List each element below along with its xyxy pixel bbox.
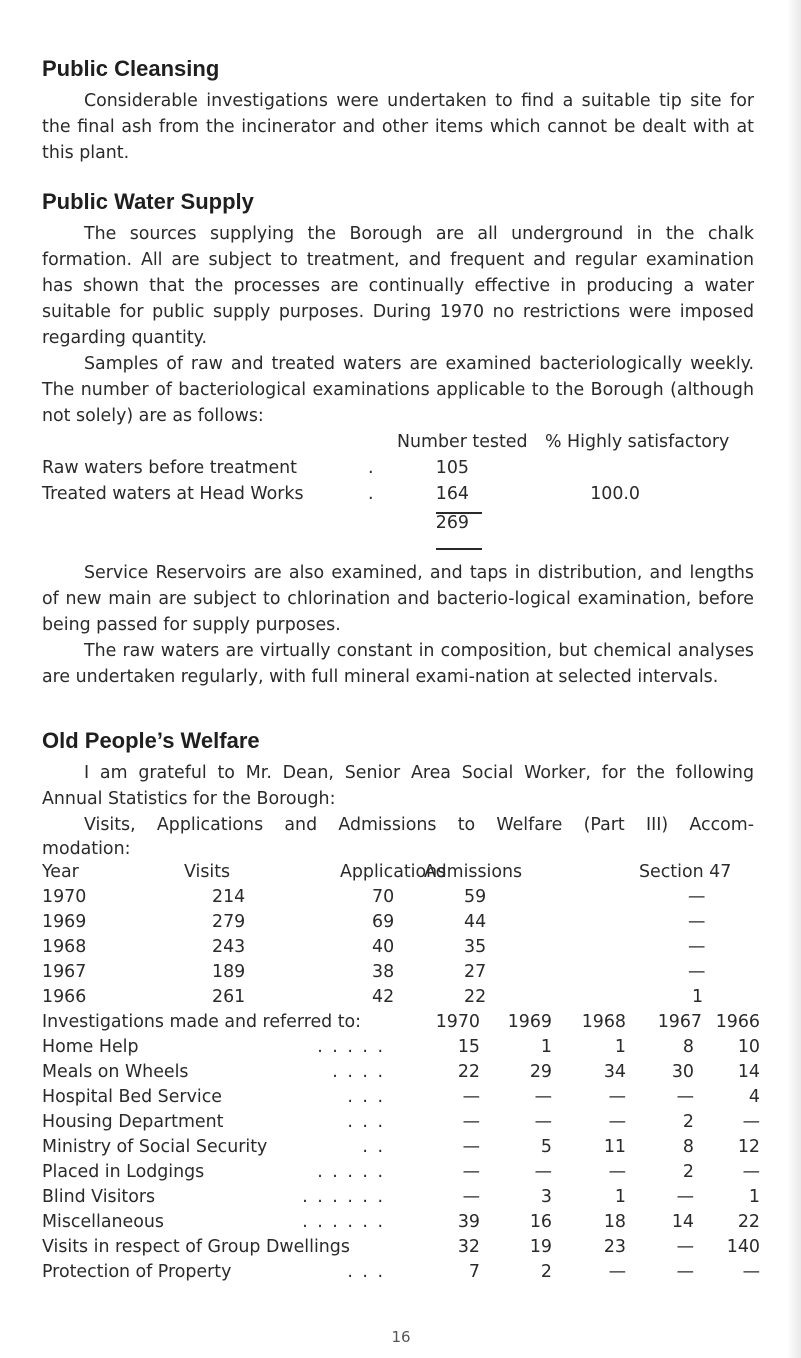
page-number: 16 bbox=[391, 1328, 411, 1346]
row-leader-dots: . . bbox=[362, 1137, 385, 1157]
water-paragraph-3: Service Reservoirs are also examined, and taps in distribution, and lengths of new main are subject to chlorination and bacterio-logical examination, before being passed for supply purposes. bbox=[42, 563, 754, 635]
row-label: Home Help bbox=[42, 1037, 139, 1057]
row-label: Protection of Property bbox=[42, 1262, 232, 1282]
cell-1967: 14 bbox=[671, 1212, 694, 1232]
row-number-tested: 105 bbox=[435, 458, 469, 478]
visits-title-line-2: modation: bbox=[42, 839, 131, 859]
col-header: Applications bbox=[340, 862, 447, 882]
cell-1968: 34 bbox=[603, 1062, 626, 1082]
row-label: Meals on Wheels bbox=[42, 1062, 189, 1082]
cell-year: 1968 bbox=[42, 937, 87, 957]
cell-admissions: 59 bbox=[464, 887, 487, 907]
total-rule-bottom bbox=[436, 548, 482, 550]
year-header: 1967 bbox=[657, 1012, 702, 1032]
cell-1966: 22 bbox=[737, 1212, 760, 1232]
cell-applications: 38 bbox=[372, 962, 395, 982]
cell-section-47: — bbox=[688, 887, 706, 907]
row-leader-dots: . . . bbox=[347, 1087, 385, 1107]
cell-1966: 1 bbox=[748, 1187, 760, 1207]
cell-1970: 22 bbox=[457, 1062, 480, 1082]
water-paragraph-1: The sources supplying the Borough are all underground in the chalk formation. All are subject to treatment, and frequent and regular examination has shown that the processes are continually effective in producing a water suitable for public supply purposes. During 1970 no restrictions were imposed regarding quantity. bbox=[42, 224, 754, 348]
cell-applications: 70 bbox=[372, 887, 395, 907]
row-leader-dots: . . . . . bbox=[317, 1037, 385, 1057]
cell-visits: 189 bbox=[212, 962, 246, 982]
public-cleansing-heading: Public Cleansing bbox=[42, 56, 220, 81]
row-label: Visits in respect of Group Dwellings bbox=[42, 1237, 350, 1257]
cell-section-47: — bbox=[688, 912, 706, 932]
row-leader-dots: . bbox=[368, 484, 374, 504]
cell-section-47: — bbox=[688, 937, 706, 957]
total-number-tested: 269 bbox=[435, 513, 469, 533]
cell-1970: — bbox=[462, 1137, 480, 1157]
cell-visits: 279 bbox=[212, 912, 246, 932]
cell-1970: 15 bbox=[457, 1037, 480, 1057]
row-pct: 100.0 bbox=[590, 484, 640, 504]
cell-1967: — bbox=[676, 1237, 694, 1257]
cell-year: 1970 bbox=[42, 887, 87, 907]
cell-admissions: 22 bbox=[464, 987, 487, 1007]
cell-year: 1966 bbox=[42, 987, 87, 1007]
cell-1968: — bbox=[608, 1112, 626, 1132]
row-leader-dots: . bbox=[368, 458, 374, 478]
cell-1968: 18 bbox=[603, 1212, 626, 1232]
cell-section-47: — bbox=[688, 962, 706, 982]
cell-1967: — bbox=[676, 1087, 694, 1107]
cell-1970: 39 bbox=[457, 1212, 480, 1232]
cell-applications: 42 bbox=[372, 987, 395, 1007]
col-number-tested: Number tested bbox=[397, 432, 528, 452]
cell-1969: 1 bbox=[540, 1037, 552, 1057]
cell-1970: 7 bbox=[468, 1262, 480, 1282]
row-leader-dots: . . . . . . bbox=[302, 1212, 385, 1232]
cell-1969: 2 bbox=[540, 1262, 552, 1282]
cell-1966: — bbox=[742, 1162, 760, 1182]
cell-1968: 1 bbox=[614, 1037, 626, 1057]
row-leader-dots: . . . bbox=[347, 1112, 385, 1132]
cell-year: 1969 bbox=[42, 912, 87, 932]
row-label: Treated waters at Head Works bbox=[42, 484, 304, 504]
cell-1968: 11 bbox=[603, 1137, 626, 1157]
cell-1967: 30 bbox=[671, 1062, 694, 1082]
cell-1969: 29 bbox=[529, 1062, 552, 1082]
cell-1966: 10 bbox=[737, 1037, 760, 1057]
cell-1966: 4 bbox=[748, 1087, 760, 1107]
cell-admissions: 27 bbox=[464, 962, 487, 982]
col-header: Visits bbox=[184, 862, 231, 882]
cell-admissions: 44 bbox=[464, 912, 487, 932]
row-label: Ministry of Social Security bbox=[42, 1137, 268, 1157]
cell-visits: 261 bbox=[212, 987, 246, 1007]
cell-1970: — bbox=[462, 1187, 480, 1207]
cell-applications: 69 bbox=[372, 912, 395, 932]
page-edge-shadow bbox=[787, 0, 801, 1358]
public-cleansing-paragraph: Considerable investigations were undertaken to find a suitable tip site for the final ash from the incinerator and other items which cannot be dealt with at this plant. bbox=[42, 91, 754, 163]
cell-1969: — bbox=[534, 1112, 552, 1132]
cell-1969: — bbox=[534, 1087, 552, 1107]
cell-1966: 12 bbox=[737, 1137, 760, 1157]
year-header: 1969 bbox=[507, 1012, 552, 1032]
cell-applications: 40 bbox=[372, 937, 395, 957]
cell-1967: 2 bbox=[682, 1162, 694, 1182]
visits-title-line-1: Visits, Applications and Admissions to Welfare (Part III) Accom- bbox=[84, 815, 754, 835]
cell-visits: 243 bbox=[212, 937, 246, 957]
cell-1966: 140 bbox=[726, 1237, 760, 1257]
cell-year: 1967 bbox=[42, 962, 87, 982]
row-leader-dots: . . . . bbox=[332, 1062, 385, 1082]
row-leader-dots: . . . bbox=[347, 1262, 385, 1282]
cell-1968: 23 bbox=[603, 1237, 626, 1257]
cell-1967: — bbox=[676, 1187, 694, 1207]
col-header: Year bbox=[42, 862, 79, 882]
water-paragraph-2: Samples of raw and treated waters are examined bacteriologically weekly. The number of bacteriological examinations applicable to the Borough (although not solely) are as follows: bbox=[42, 354, 754, 426]
row-leader-dots: . . . . . . bbox=[302, 1187, 385, 1207]
cell-1969: 3 bbox=[540, 1187, 552, 1207]
row-label: Hospital Bed Service bbox=[42, 1087, 222, 1107]
cell-1968: 1 bbox=[614, 1187, 626, 1207]
cell-1967: 2 bbox=[682, 1112, 694, 1132]
cell-1968: — bbox=[608, 1262, 626, 1282]
cell-1970: — bbox=[462, 1112, 480, 1132]
cell-1969: 16 bbox=[529, 1212, 552, 1232]
col-header: Admissions bbox=[424, 862, 523, 882]
row-number-tested: 164 bbox=[435, 484, 469, 504]
col-pct-satisfactory: % Highly satisfactory bbox=[545, 432, 730, 452]
row-label: Blind Visitors bbox=[42, 1187, 156, 1207]
cell-1967: 8 bbox=[682, 1037, 694, 1057]
year-header: 1966 bbox=[715, 1012, 760, 1032]
year-header: 1970 bbox=[435, 1012, 480, 1032]
investigations-title: Investigations made and referred to: bbox=[42, 1012, 362, 1032]
cell-1967: — bbox=[676, 1262, 694, 1282]
cell-admissions: 35 bbox=[464, 937, 487, 957]
cell-1969: — bbox=[534, 1162, 552, 1182]
old-peoples-welfare-heading: Old People’s Welfare bbox=[42, 728, 260, 753]
welfare-intro: I am grateful to Mr. Dean, Senior Area Social Worker, for the following Annual Statistics for the Borough: bbox=[42, 763, 754, 809]
water-paragraph-4: The raw waters are virtually constant in composition, but chemical analyses are undertaken regularly, with full mineral exami-nation at selected intervals. bbox=[42, 641, 754, 687]
year-header: 1968 bbox=[581, 1012, 626, 1032]
row-label: Raw waters before treatment bbox=[42, 458, 297, 478]
public-water-supply-heading: Public Water Supply bbox=[42, 189, 254, 214]
cell-visits: 214 bbox=[212, 887, 246, 907]
cell-1970: — bbox=[462, 1162, 480, 1182]
cell-1969: 5 bbox=[540, 1137, 552, 1157]
row-label: Miscellaneous bbox=[42, 1212, 164, 1232]
cell-1966: — bbox=[742, 1112, 760, 1132]
row-label: Housing Department bbox=[42, 1112, 224, 1132]
col-header: Section 47 bbox=[639, 862, 732, 882]
cell-1966: 14 bbox=[737, 1062, 760, 1082]
cell-1970: — bbox=[462, 1087, 480, 1107]
cell-1968: — bbox=[608, 1087, 626, 1107]
cell-1969: 19 bbox=[529, 1237, 552, 1257]
cell-1967: 8 bbox=[682, 1137, 694, 1157]
row-leader-dots: . . . . . bbox=[317, 1162, 385, 1182]
cell-1966: — bbox=[742, 1262, 760, 1282]
cell-1970: 32 bbox=[457, 1237, 480, 1257]
cell-1968: — bbox=[608, 1162, 626, 1182]
row-label: Placed in Lodgings bbox=[42, 1162, 205, 1182]
cell-section-47: 1 bbox=[692, 987, 704, 1007]
